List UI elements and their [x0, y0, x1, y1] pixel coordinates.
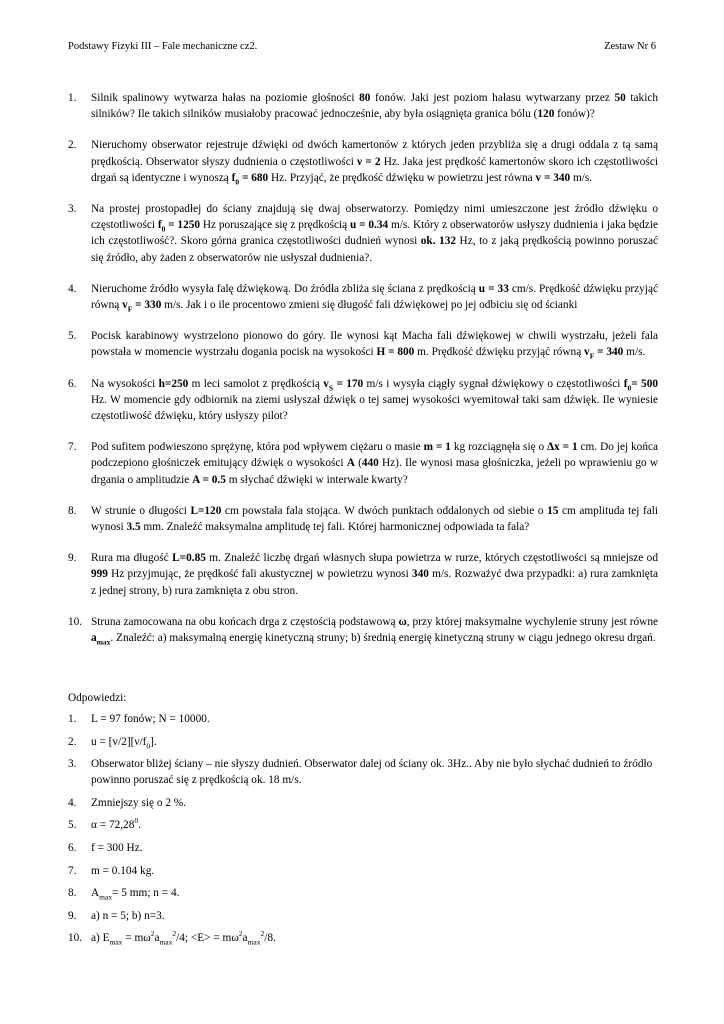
text-run: F — [589, 351, 595, 361]
problem-item-text — [91, 139, 658, 187]
text-run: 0 — [627, 382, 632, 392]
text-run: Obserwator bliżej ściany – nie słyszy dudnień. Obserwator dalej od ściany ok. 3Hz.. Aby nie było słychać dudnień to źródło powinno poruszać się z prędkością ok. 18 m/s. — [91, 758, 653, 787]
text-run: m/s. Który z obserwatorów usłyszy dudnienia i jaka będzie ich częstotliwość?. Skoro górna granica częstotliwości dudnień wynosi — [91, 219, 658, 248]
text-run: Hz. W momencie gdy odbiornik na ziemi usłyszał dźwięk o tej samej wysokości wyemitował taki sam dźwięk. Ile wyniesie częstotliwość dźwięku, który usłyszy pilot? — [91, 393, 658, 423]
answer-list — [68, 711, 658, 953]
text-run: Rura ma długość — [91, 552, 173, 565]
text-run: a — [242, 932, 248, 945]
answer-item-number: 8. — [68, 887, 77, 900]
text-run: Hz poruszające się z prędkością — [200, 219, 350, 232]
answer-item-text — [91, 910, 165, 922]
text-run: m leci samolot z prędkością — [188, 377, 324, 390]
text-run: m = 0.104 kg. — [91, 864, 155, 877]
text-run: . Znaleźć: a) maksymalną energię kinetyczną struny; b) średnią energię kinetyczną struny w ciągu jednego okresu drgań. — [110, 632, 656, 645]
problem-item — [68, 201, 658, 266]
text-run: m/s. Rozważyć dwa przypadki: a) rura zamknięta z jednej strony, b) rura zamknięta z obu stron. — [91, 568, 658, 597]
text-run: max — [109, 937, 123, 947]
text-run: = 1250 — [165, 219, 201, 232]
text-run: ∆x = 1 — [547, 441, 578, 454]
answer-item-number: 1. — [68, 713, 77, 725]
text-run: L=0.85 — [172, 552, 206, 565]
text-run: m. Prędkość dźwięku przyjąć równą — [414, 346, 585, 359]
text-run: = 340 — [594, 346, 624, 359]
text-run: cm. Do jej końca podczepiono głośniczek emitujący dźwięk o wysokości — [91, 441, 658, 470]
text-run: f — [157, 219, 162, 232]
problem-item-text — [91, 505, 658, 533]
text-run: m/s i wysyła ciągły sygnał dźwiękowy o częstotliwości — [363, 377, 624, 390]
text-run: Na prostej prostopadłej do ściany znajdują się dwaj obserwatorzy. Pomiędzy nimi umieszczone jest źródło dźwięku o częstotliwości — [91, 203, 658, 232]
text-run: mm. Znaleźć maksymalna amplitudę tej fali. Której harmonicznej odpowiada ta fala? — [140, 521, 530, 534]
text-run: 80 — [359, 92, 371, 104]
text-run: W strunie o długości — [91, 504, 191, 517]
answer-item-number: 4. — [68, 796, 77, 809]
text-run: h=250 — [158, 377, 189, 390]
problem-item-text — [91, 92, 658, 120]
text-run: . — [138, 819, 141, 832]
text-run: ok. 132 — [420, 235, 457, 248]
text-run: A — [91, 887, 100, 900]
problem-item-text — [91, 282, 658, 314]
text-run: 120 — [537, 108, 555, 121]
text-run: a) n = 5; b) n=3. — [91, 909, 165, 922]
page-header — [68, 40, 656, 54]
text-run: 0 — [134, 816, 139, 826]
text-run: m/s. Jak i o ile procentowo zmieni się długość fali dźwiękowej po jej odbiciu się od ścianki — [161, 299, 578, 312]
problem-item-text — [91, 203, 658, 264]
answers-heading: Odpowiedzi: — [68, 692, 127, 704]
text-run: A — [346, 457, 355, 470]
text-run: α = 72,28 — [91, 819, 135, 832]
text-run: 2 — [238, 929, 243, 939]
problem-item — [68, 328, 658, 360]
text-run: 999 — [91, 568, 108, 581]
answer-item-number: 6. — [68, 841, 77, 854]
text-run: ω — [398, 615, 407, 628]
answer-item — [68, 908, 658, 924]
text-run: , przy której maksymalne wychylenie struny jest równe — [406, 615, 658, 628]
text-run: ( — [354, 457, 362, 470]
text-run: f = 300 Hz. — [91, 841, 143, 854]
text-run: Hz przyjmując, że prędkość fali akustycznej w powietrzu wynosi — [107, 568, 412, 581]
problem-item-number: 9. — [68, 552, 77, 565]
text-run: 2 — [260, 929, 265, 939]
answer-item-number: 7. — [68, 864, 77, 877]
text-run: 0 — [146, 740, 151, 750]
text-run: Silnik spalinowy wytwarza hałas na poziomie głośności — [91, 92, 360, 104]
text-run: max — [159, 937, 173, 947]
text-run: 50 — [614, 92, 626, 104]
answer-item-text — [91, 842, 143, 854]
text-run: ν = 2 — [357, 155, 381, 168]
problem-item — [68, 614, 658, 646]
text-run: /4; <E> = mω — [176, 932, 239, 945]
answer-item-text — [91, 758, 652, 786]
text-run: = 170 — [333, 377, 364, 390]
text-run: f — [623, 377, 628, 390]
text-run: Hz, to z jaką prędkością powinno poruszać się źródło, aby żaden z obserwatorów nie usłyszał dudnienia?. — [91, 235, 658, 264]
text-run: 0 — [235, 177, 240, 187]
text-run: fonów)? — [554, 108, 595, 121]
text-run: v = 340 — [535, 171, 571, 184]
problem-item — [68, 90, 658, 122]
text-run: Hz). Ile wynosi masa głośniczka, jeżeli po wprawieniu go w drgania o amplitudzie — [91, 457, 658, 486]
problem-item-text — [91, 378, 658, 422]
text-run: H = 800 — [376, 346, 415, 359]
text-run: m. Znaleźć liczbę drgań własnych słupa powietrza w rurze, których częstotliwości są mniejsze od — [205, 552, 658, 565]
text-run: A = 0.5 — [192, 473, 226, 486]
problem-item — [68, 439, 658, 488]
problem-item-number: 8. — [68, 504, 77, 517]
answer-item-number: 3. — [68, 758, 77, 771]
text-run: a — [91, 632, 97, 645]
text-run: max — [96, 637, 111, 647]
problem-item-number: 2. — [68, 139, 77, 152]
text-run: 2 — [150, 929, 155, 939]
answer-item-number: 2. — [68, 735, 77, 748]
text-run: = 5 mm; n = 4. — [112, 887, 180, 900]
text-run: = 500 — [631, 377, 658, 390]
text-run: Struna zamocowana na obu końcach drga z częstością podstawową — [91, 615, 399, 628]
text-run: 440 — [361, 457, 379, 470]
answer-item — [68, 756, 658, 788]
text-run: Nieruchomy obserwator rejestruje dźwięki od dwóch kamertonów z których jeden przybliża się a drugi oddala z tą samą prędkością. Obserwator słyszy dudnienia o częstotliwości — [91, 139, 658, 168]
text-run: v — [323, 377, 329, 390]
problem-item-number: 7. — [68, 441, 77, 454]
problem-list — [68, 90, 658, 661]
problem-item — [68, 503, 658, 535]
answer-item — [68, 840, 658, 856]
text-run: u = 0.34 — [349, 219, 389, 232]
text-run: S — [328, 382, 334, 392]
answer-item-text — [91, 929, 276, 947]
problem-item-number: 4. — [68, 282, 77, 295]
problem-item-text — [91, 330, 658, 361]
text-run: cm powstała fala stojąca. W dwóch punktach oddalonych od siebie o — [221, 504, 548, 517]
answer-item-text — [91, 865, 154, 877]
header-course-title: Podstawy Fizyki III – Fale mechaniczne cz2. — [68, 41, 258, 52]
text-run: cm/s. Prędkość dźwięku przyjąć równą — [91, 282, 658, 312]
problem-item — [68, 281, 658, 313]
problem-item — [68, 550, 658, 599]
text-run: 0 — [161, 224, 166, 234]
text-run: Zmniejszy się o 2 %. — [91, 796, 187, 809]
answer-item — [68, 885, 658, 901]
text-run: ]. — [150, 735, 157, 748]
text-run: Pocisk karabinowy wystrzelono pionowo do góry. Ile wynosi kąt Macha fali dźwiękowej w chwili wystrzału, jeżeli fala powstała w momencie wystrzału dogania pocisk na wysokości — [91, 330, 658, 359]
problem-item-text — [91, 441, 658, 485]
text-run: m słychać dźwięki w interwale kwarty? — [225, 473, 408, 486]
text-run: L=120 — [190, 504, 222, 517]
text-run: 2 — [172, 929, 177, 939]
text-run: v — [122, 299, 128, 312]
text-run: kg rozciągnęła się o — [450, 441, 548, 454]
text-run: 340 — [411, 568, 429, 581]
text-run: /8. — [264, 932, 276, 945]
text-run: max — [247, 937, 261, 947]
text-run: Na wysokości — [91, 377, 159, 390]
problem-item-text — [91, 552, 658, 596]
text-run: u = 33 — [478, 282, 509, 295]
text-run: cm amplituda tej fali wynosi — [91, 504, 659, 534]
answer-item — [68, 734, 658, 750]
text-run: fonów. Jaki jest poziom hałasu wytwarzany przez — [370, 92, 615, 104]
text-run: Pod sufitem podwieszono sprężynę, która pod wpływem ciężaru o masie — [91, 441, 424, 454]
text-run: a — [154, 932, 160, 945]
text-run: 15 — [547, 504, 559, 517]
text-run: = 680 — [239, 171, 269, 184]
text-run: = 330 — [132, 299, 162, 312]
text-run: a) E — [91, 932, 110, 945]
answer-item-number: 9. — [68, 909, 77, 922]
text-run: m/s. — [623, 346, 646, 359]
answer-item — [68, 795, 658, 811]
text-run: m = 1 — [423, 441, 451, 454]
answer-item — [68, 930, 658, 946]
problem-item-text — [91, 615, 658, 647]
problem-item-number: 5. — [68, 330, 77, 343]
problem-item-number: 6. — [68, 377, 77, 390]
answer-item-text — [91, 887, 180, 902]
text-run: = mω — [122, 932, 151, 945]
problem-item-number: 1. — [68, 92, 77, 104]
text-run: takich silników? Ile takich silników musiałoby pracować jednocześnie, aby była osiągnięta granica bólu ( — [91, 92, 658, 121]
text-run: max — [99, 892, 113, 902]
answer-item-text — [91, 713, 210, 725]
text-run: F — [127, 304, 133, 314]
answer-item-number: 10. — [68, 932, 83, 945]
answer-item — [68, 711, 658, 727]
text-run: Hz. Jaka jest prędkość kamertonów skoro ich częstotliwości drgań są identyczne i wynoszą — [91, 155, 658, 184]
answer-item-text — [91, 736, 157, 748]
text-run: L = 97 fonów; N = 10000. — [91, 713, 210, 725]
text-run: 3.5 — [126, 521, 141, 534]
answer-item — [68, 863, 658, 879]
answer-item-text — [91, 816, 141, 832]
text-run: Nieruchome źródło wysyła falę dźwiękową. Do źródła zbliża się ściana z prędkością — [91, 282, 479, 295]
header-set-number: Zestaw Nr 6 — [604, 41, 656, 52]
text-run: f — [231, 171, 236, 184]
answer-item-text — [91, 797, 186, 809]
text-run: u = [v/2][ν/f — [91, 735, 147, 748]
problem-item — [68, 376, 658, 425]
problem-item-number: 3. — [68, 203, 77, 216]
answer-item-number: 5. — [68, 819, 77, 832]
text-run: v — [584, 346, 590, 359]
problem-item-number: 10. — [68, 615, 83, 628]
text-run: Hz. Przyjąć, że prędkość dźwięku w powietrzu jest równa — [268, 171, 536, 184]
text-run: m/s. — [570, 171, 593, 184]
answer-item — [68, 817, 658, 833]
problem-item — [68, 137, 658, 186]
